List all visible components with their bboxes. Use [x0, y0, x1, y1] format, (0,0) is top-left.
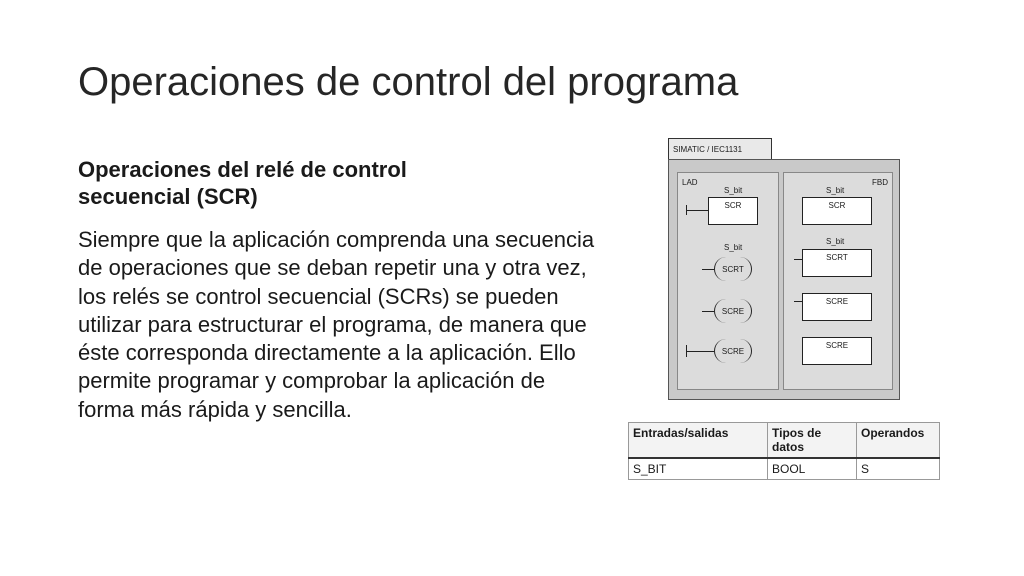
- table-cell: S_BIT: [629, 458, 768, 480]
- fbd-scre-box: [802, 293, 872, 321]
- fbd-scrt-label: SCRT: [826, 253, 848, 262]
- section-heading: Operaciones del relé de control secuencial (SCR): [78, 157, 407, 209]
- wire: [794, 301, 802, 302]
- table-header-row: [629, 423, 940, 459]
- fbd-column: [783, 172, 893, 390]
- diagram-tab[interactable]: SIMATIC / IEC1131: [668, 138, 772, 160]
- scr-diagram: [668, 138, 900, 400]
- lad-column: [677, 172, 779, 390]
- operand-label: S_bit: [826, 237, 845, 246]
- column-header: Tipos de datos: [768, 423, 857, 459]
- fbd-scre-label: SCRE: [825, 297, 849, 306]
- lad-scr-label: SCR: [724, 201, 742, 210]
- wire: [686, 351, 714, 352]
- operand-label: S_bit: [724, 243, 743, 252]
- wire: [702, 269, 714, 270]
- lad-scrt-coil: [714, 257, 752, 281]
- wire: [794, 259, 802, 260]
- fbd-scre-box: [802, 337, 872, 365]
- column-header: Entradas/salidas: [629, 423, 768, 459]
- lad-scre-coil: [714, 339, 752, 363]
- lad-scre-label: SCRE: [721, 307, 745, 316]
- operands-table: [628, 422, 940, 480]
- table-row: [629, 458, 940, 480]
- table-cell: S: [857, 458, 940, 480]
- fbd-scr-box: [802, 197, 872, 225]
- lad-scr-box: [708, 197, 758, 225]
- lad-scrt-label: SCRT: [722, 265, 744, 274]
- operand-label: S_bit: [724, 186, 743, 195]
- body-text: Siempre que la aplicación comprenda una secuencia de operaciones que se deban repetir una y otra vez, los relés se control secuencial (SCRs) se pueden utilizar para estructurar el programa, de manera que éste corresponda directamente a la aplicación. Ello permite programar y comprobar la aplicación de forma más rápida y sencilla.: [78, 227, 595, 422]
- column-header: Operandos: [857, 423, 940, 459]
- lad-scre-label: SCRE: [721, 347, 745, 356]
- fbd-label: FBD: [872, 178, 888, 187]
- lad-label: LAD: [682, 178, 698, 187]
- lad-scre-coil: [714, 299, 752, 323]
- slide-title: Operaciones de control del programa: [78, 60, 739, 104]
- table-cell: BOOL: [768, 458, 857, 480]
- fbd-scrt-box: [802, 249, 872, 277]
- fbd-scre-label: SCRE: [825, 341, 849, 350]
- fbd-scr-label: SCR: [828, 201, 846, 210]
- operand-label: S_bit: [826, 186, 845, 195]
- wire: [702, 311, 714, 312]
- diagram-frame: [668, 159, 900, 400]
- wire: [686, 210, 708, 211]
